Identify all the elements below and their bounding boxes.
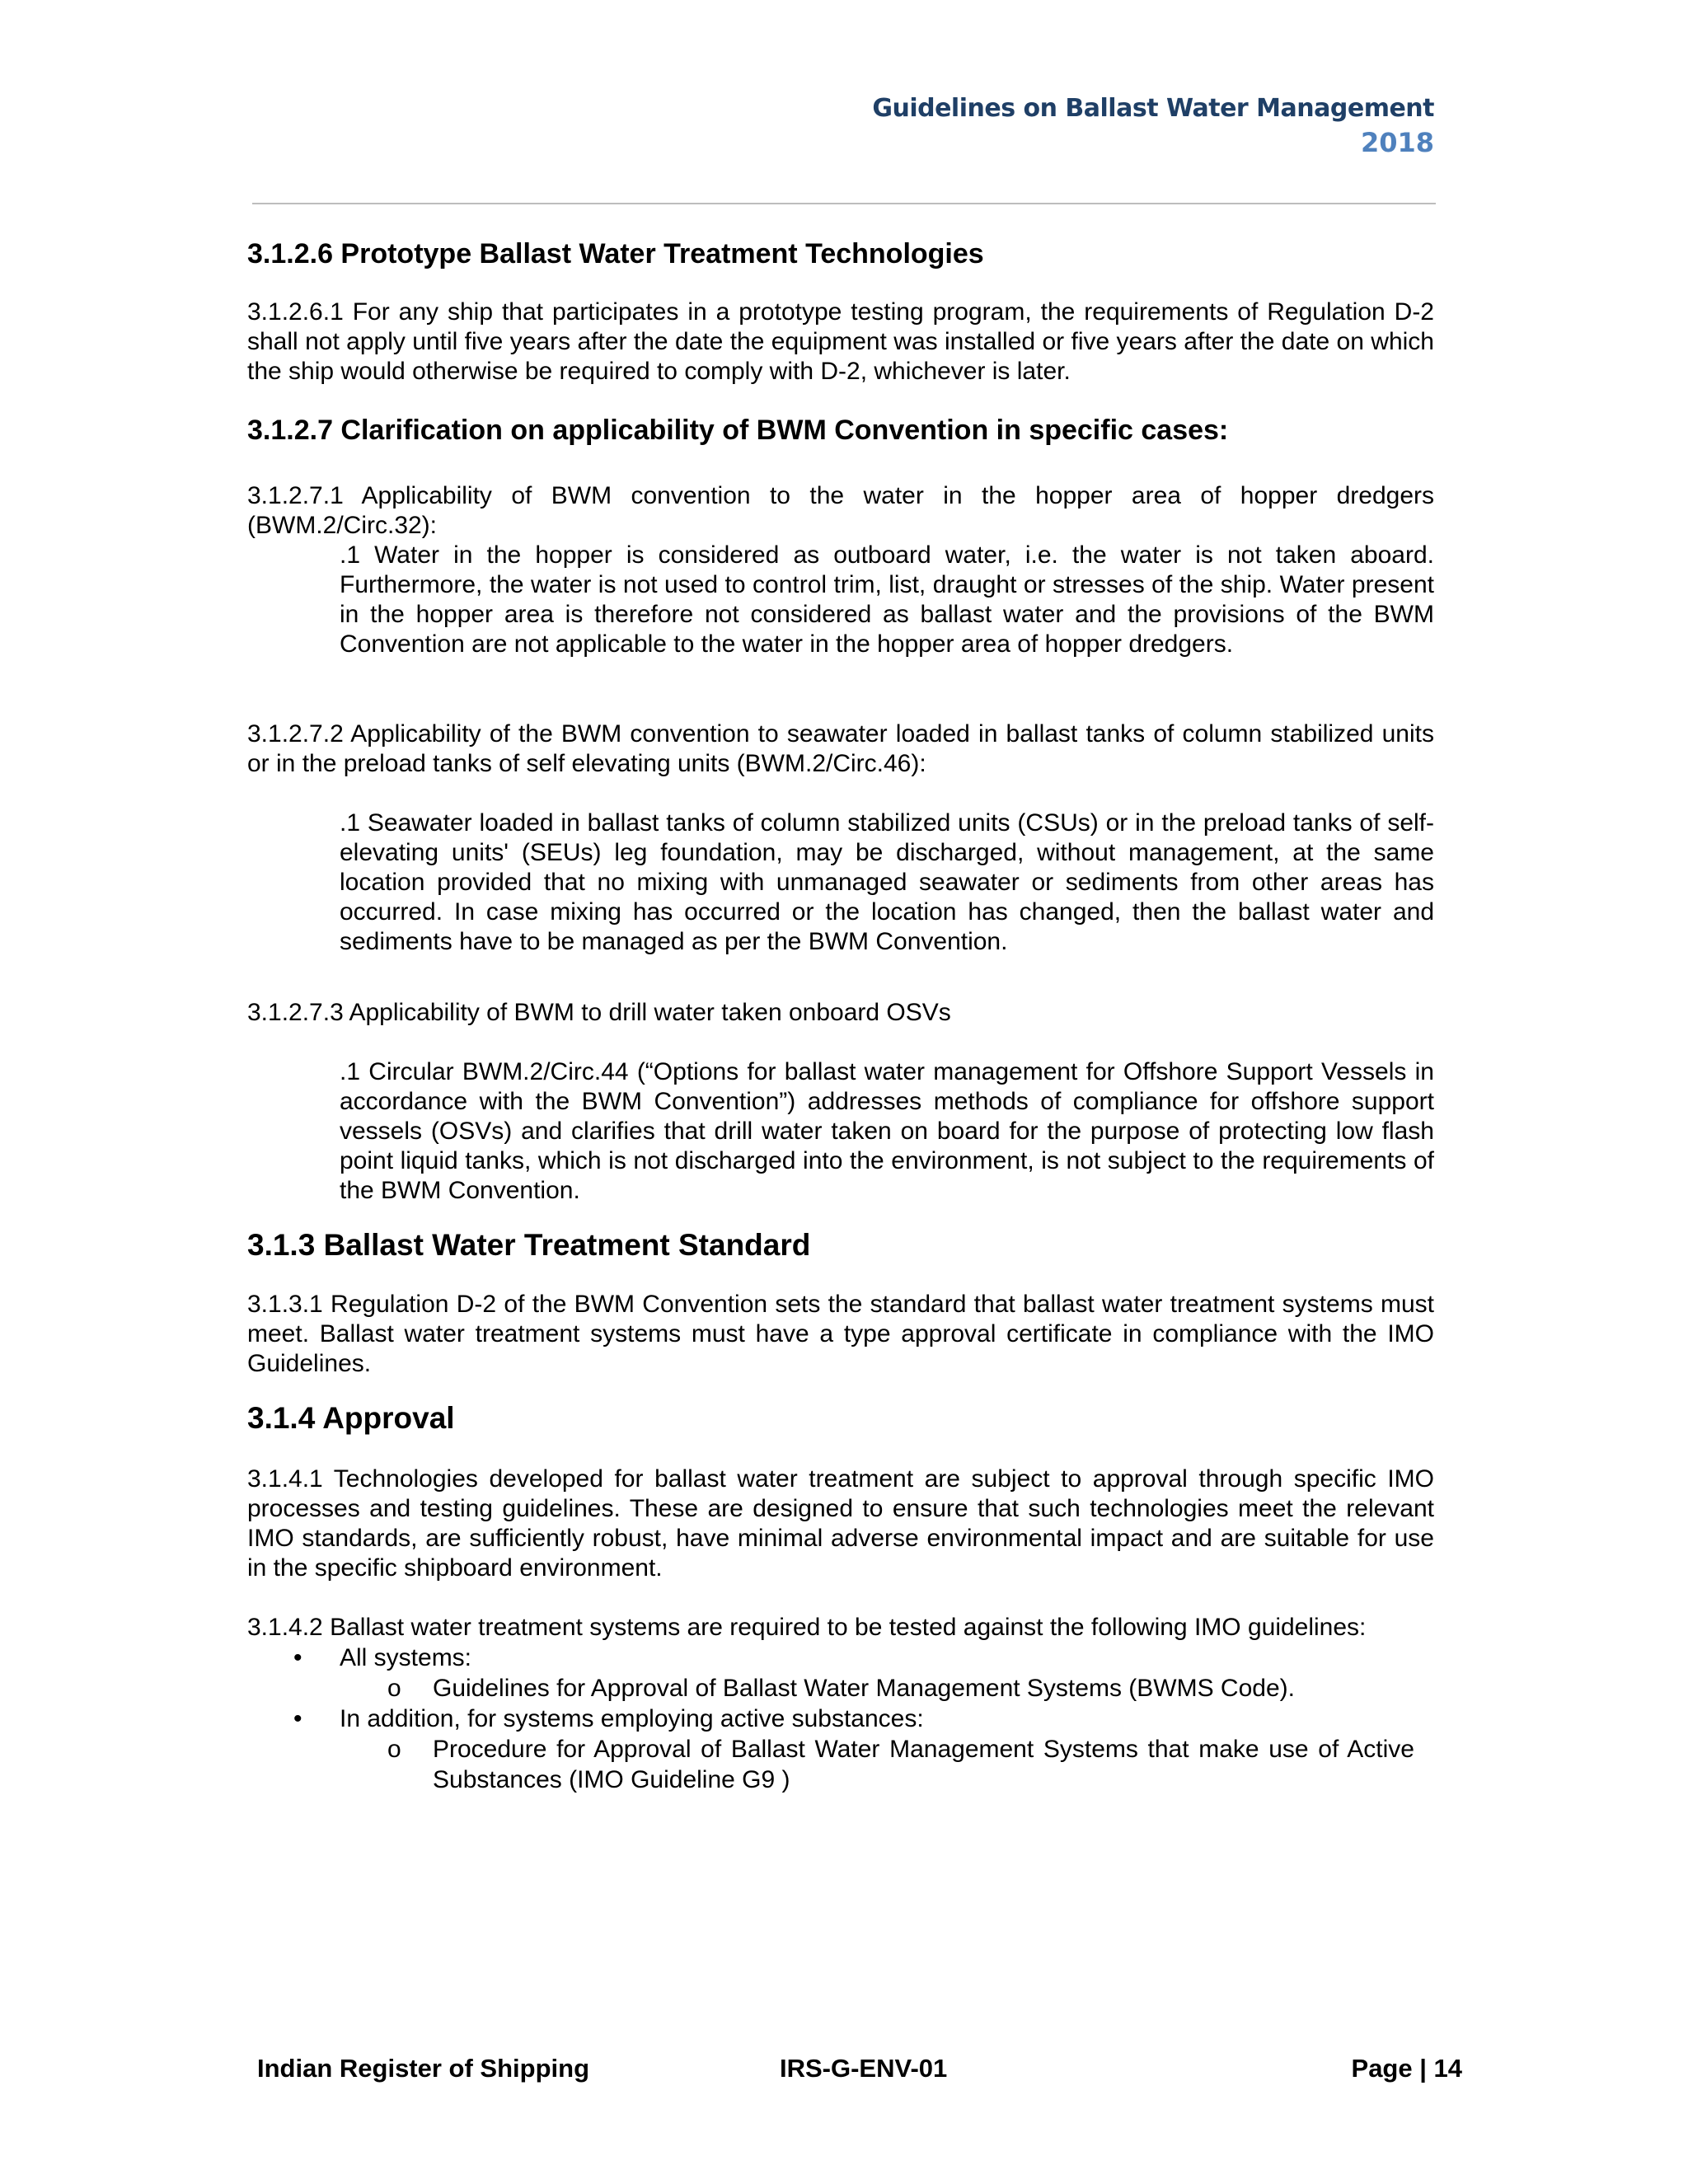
bullet-item [247, 1643, 1434, 1673]
sub-bullet-text: Procedure for Approval of Ballast Water Management Systems that make use of Active Substances (IMO Guideline G9 ) [433, 1736, 1414, 1793]
item-3-1-2-7-3-1: .1 Circular BWM.2/Circ.44 (“Options for ballast water management for Offshore Support Vessels in accordance with the BWM Convention”) addresses methods of compliance for offshore support vessels (OSVs) and clarifies that drill water taken on board for the purpose of protecting low flash point liquid tanks, which is not discharged into the environment, is not subject to the requirements of the BWM Convention. [340, 1058, 1434, 1204]
paragraph-3-1-2-7-1: 3.1.2.7.1 Applicability of BWM convention to the water in the hopper area of hopper dredgers (BWM.2/Circ.32): [247, 482, 1434, 539]
paragraph-3-1-4-1: 3.1.4.1 Technologies developed for ballast water treatment are subject to approval through specific IMO processes and testing guidelines. These are designed to ensure that such technologies meet the relevant IMO standards, are sufficiently robust, have minimal adverse environmental impact and are suitable for use in the specific shipboard environment. [247, 1465, 1434, 1582]
document-body [247, 231, 1434, 1795]
item-3-1-2-7-2-1: .1 Seawater loaded in ballast tanks of column stabilized units (CSUs) or in the preload tanks of self-elevating units' (SEUs) leg foundation, may be discharged, without management, at the same location provided that no mixing with unmanaged seawater or sediments from other areas has occurred. In case mixing has occurred or the location has changed, then the ballast water and sediments have to be managed as per the BWM Convention. [340, 809, 1434, 955]
footer-organization: Indian Register of Shipping [257, 2054, 589, 2083]
sub-bullet-item [247, 1734, 1434, 1795]
sub-bullet-item [247, 1673, 1434, 1704]
header-divider [252, 203, 1436, 204]
bullet-label: In addition, for systems employing active substances: [340, 1705, 924, 1732]
guideline-bullet-list [247, 1643, 1434, 1795]
circle-bullet-marker: o [387, 1675, 401, 1702]
circle-bullet-marker: o [387, 1736, 401, 1763]
footer-page-number: Page | 14 [1351, 2054, 1462, 2083]
heading-3-1-3: 3.1.3 Ballast Water Treatment Standard [247, 1228, 811, 1262]
footer-document-code: IRS-G-ENV-01 [780, 2054, 948, 2083]
bullet-item [247, 1704, 1434, 1734]
indent-block-3-1-2-7-2 [247, 808, 1434, 957]
indent-block-3-1-2-7-1 [247, 541, 1434, 659]
paragraph-3-1-2-7-3: 3.1.2.7.3 Applicability of BWM to drill water taken onboard OSVs [247, 999, 951, 1026]
sub-bullet-list [247, 1673, 1434, 1704]
bullet-marker: • [293, 1644, 302, 1671]
paragraph-3-1-2-7-2: 3.1.2.7.2 Applicability of the BWM convention to seawater loaded in ballast tanks of column stabilized units or in the preload tanks of self elevating units (BWM.2/Circ.46): [247, 720, 1434, 777]
running-header [247, 92, 1434, 160]
heading-3-1-2-6: 3.1.2.6 Prototype Ballast Water Treatment Technologies [247, 238, 984, 269]
sub-bullet-text: Guidelines for Approval of Ballast Water Management Systems (BWMS Code). [433, 1675, 1295, 1702]
bullet-marker: • [293, 1705, 302, 1732]
paragraph-3-1-2-6-1: 3.1.2.6.1 For any ship that participates in a prototype testing program, the requirements of Regulation D-2 shall not apply until five years after the date the equipment was installed or five years after the date on which the ship would otherwise be required to comply with D-2, whichever is later. [247, 298, 1434, 385]
item-3-1-2-7-1-1: .1 Water in the hopper is considered as outboard water, i.e. the water is not taken aboard. Furthermore, the water is not used to control trim, list, draught or stresses of the ship. Water present in the hopper area is therefore not considered as ballast water and the provisions of the BWM Convention are not applicable to the water in the hopper area of hopper dredgers. [340, 541, 1434, 658]
paragraph-3-1-3-1: 3.1.3.1 Regulation D-2 of the BWM Convention sets the standard that ballast water treatment systems must meet. Ballast water treatment systems must have a type approval certificate in compliance with the IMO Guidelines. [247, 1291, 1434, 1377]
heading-3-1-4: 3.1.4 Approval [247, 1401, 455, 1435]
sub-list-container [247, 1673, 1434, 1704]
heading-3-1-2-7: 3.1.2.7 Clarification on applicability of BWM Convention in specific cases: [247, 415, 1229, 446]
indent-block-3-1-2-7-3 [247, 1057, 1434, 1206]
bullet-label: All systems: [340, 1644, 472, 1671]
sub-bullet-list [247, 1734, 1434, 1795]
header-title: Guidelines on Ballast Water Management [872, 94, 1434, 123]
paragraph-3-1-4-2: 3.1.4.2 Ballast water treatment systems are required to be tested against the following IMO guidelines: [247, 1614, 1367, 1641]
header-year: 2018 [1360, 127, 1434, 158]
sub-list-container [247, 1734, 1434, 1795]
